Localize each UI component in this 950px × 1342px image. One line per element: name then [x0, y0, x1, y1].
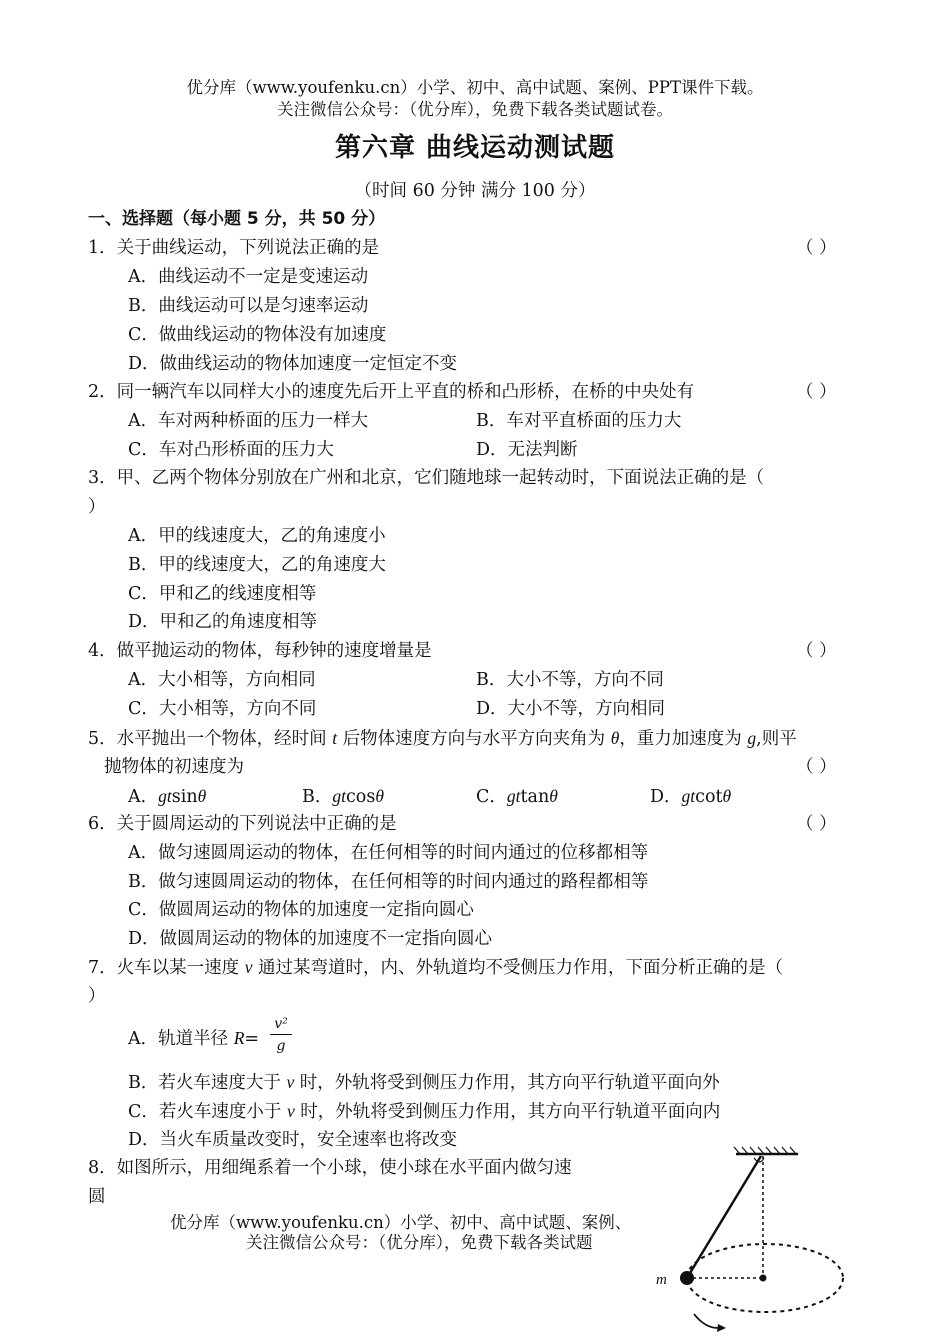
q3-option-b: B．甲的线速度大，乙的角速度大	[128, 555, 386, 575]
answer-blank-5: （ ）	[796, 757, 837, 777]
fraction-numerator: v²	[274, 1016, 288, 1032]
q2-option-c: C．车对凸形桥面的压力大	[128, 440, 334, 460]
question-1-stem: 1．关于曲线运动，下列说法正确的是	[88, 238, 380, 258]
footer-line-1: 优分库（www.youfenku.cn）小学、初中、高中试题、案例、	[170, 1213, 632, 1232]
q3-option-c: C．甲和乙的线速度相等	[128, 584, 317, 604]
mass-label: m	[656, 1272, 667, 1288]
rotation-arrow	[694, 1314, 718, 1328]
q7-option-a: A．轨道半径 R=	[128, 1028, 260, 1049]
header-line-1: 优分库（www.youfenku.cn）小学、初中、高中试题、案例、PPT课件下载。	[186, 78, 764, 97]
question-4-stem: 4．做平抛运动的物体，每秒钟的速度增量是	[88, 641, 432, 661]
q7-radius-fraction	[270, 1014, 292, 1057]
q4-option-d: D．大小不等，方向相同	[476, 699, 666, 719]
q5-option-c: C．gttanθ	[476, 786, 558, 807]
q1-option-a: A．曲线运动不一定是变速运动	[128, 267, 369, 287]
question-6-stem: 6．关于圆周运动的下列说法中正确的是	[88, 814, 397, 834]
question-8-stem-line-2: 圆	[88, 1187, 106, 1207]
q5-option-d: D．gtcotθ	[650, 786, 732, 807]
answer-blank-2: （ ）	[796, 382, 837, 402]
question-2-stem: 2．同一辆汽车以同样大小的速度先后开上平直的桥和凸形桥，在桥的中央处有	[88, 382, 695, 402]
footer-line-2: 关注微信公众号：（优分库），免费下载各类试题	[246, 1233, 593, 1252]
string	[687, 1156, 761, 1278]
question-3-stem-end: ）	[88, 497, 106, 517]
q6-option-b: B．做匀速圆周运动的物体，在任何相等的时间内通过的路程都相等	[128, 872, 649, 892]
q6-option-a: A．做匀速圆周运动的物体，在任何相等的时间内通过的位移都相等	[128, 843, 649, 863]
ball	[680, 1271, 694, 1285]
question-7-stem-end: ）	[88, 986, 106, 1006]
answer-blank-6: （ ）	[796, 814, 837, 834]
q7-option-b: B．若火车速度大于 v 时，外轨将受到侧压力作用，其方向平行轨道平面向外	[128, 1072, 720, 1093]
q1-option-b: B．曲线运动可以是匀速率运动	[128, 296, 369, 316]
q1-option-c: C．做曲线运动的物体没有加速度	[128, 325, 387, 345]
question-5-stem-line-2: 抛物体的初速度为	[104, 757, 244, 777]
q5-option-b: B．gtcosθ	[302, 786, 384, 807]
header-line-2: 关注微信公众号：（优分库），免费下载各类试题试卷。	[277, 100, 673, 119]
subtitle: （时间 60 分钟 满分 100 分）	[354, 181, 596, 201]
question-8-stem: 8．如图所示，用细绳系着一个小球，使小球在水平面内做匀速	[88, 1158, 572, 1178]
q1-option-d: D．做曲线运动的物体加速度一定恒定不变	[128, 354, 458, 374]
q4-option-c: C．大小相等，方向不同	[128, 699, 317, 719]
question-7-stem: 7．火车以某一速度 v 通过某弯道时，内、外轨道均不受侧压力作用，下面分析正确的是（	[88, 957, 784, 978]
section-heading: 一、选择题（每小题 5 分，共 50 分）	[88, 209, 386, 229]
q4-option-a: A．大小相等，方向相同	[128, 670, 316, 690]
answer-blank-1: （ ）	[796, 238, 837, 258]
q2-option-a: A．车对两种桥面的压力一样大	[128, 411, 369, 431]
conical-pendulum-figure	[650, 1144, 860, 1340]
q2-option-d: D．无法判断	[476, 440, 578, 460]
q6-option-d: D．做圆周运动的物体的加速度不一定指向圆心	[128, 929, 493, 949]
q7-option-d: D．当火车质量改变时，安全速率也将改变	[128, 1130, 458, 1150]
q2-option-b: B．车对平直桥面的压力大	[476, 411, 682, 431]
q5-option-a: A．gtsinθ	[128, 786, 207, 807]
answer-blank-4: （ ）	[796, 641, 837, 661]
question-3-stem: 3．甲、乙两个物体分别放在广州和北京，它们随地球一起转动时，下面说法正确的是（	[88, 468, 765, 488]
q7-option-c: C．若火车速度小于 v 时，外轨将受到侧压力作用，其方向平行轨道平面向内	[128, 1101, 721, 1122]
q4-option-b: B．大小不等，方向不同	[476, 670, 664, 690]
question-5-stem: 5．水平抛出一个物体，经时间 t 后物体速度方向与水平方向夹角为 θ，重力加速度为 g,则平	[88, 728, 797, 749]
q6-option-c: C．做圆周运动的物体的加速度一定指向圆心	[128, 900, 474, 920]
rotation-arrowhead	[717, 1324, 726, 1332]
page-title: 第六章 曲线运动测试题	[334, 133, 616, 163]
fraction-denominator: g	[276, 1038, 286, 1054]
q3-option-a: A．甲的线速度大，乙的角速度小	[128, 526, 386, 546]
q3-option-d: D．甲和乙的角速度相等	[128, 612, 318, 632]
circle-center	[760, 1275, 767, 1282]
